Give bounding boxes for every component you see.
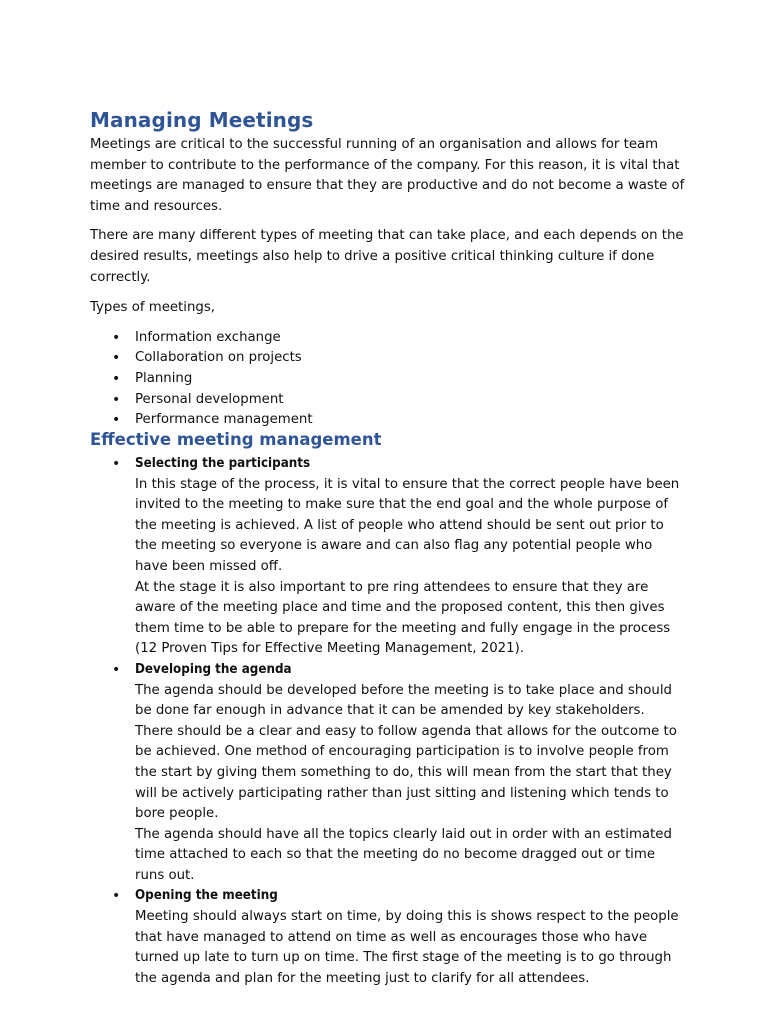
section-item-title: Developing the agenda — [135, 661, 292, 677]
bullet-icon: • — [112, 888, 121, 905]
section-item-paragraph: The agenda should have all the topics clearly laid out in order with an estimated time attached to each so that the meeting do no become dragged out or time runs out. — [135, 826, 672, 883]
bullet-icon: • — [112, 456, 121, 472]
list-item: • Information exchange — [90, 328, 690, 349]
list-item: • Planning — [90, 369, 690, 390]
bullet-icon: • — [112, 329, 121, 346]
section-item-title: Opening the meeting — [135, 888, 278, 904]
section-item-paragraph: Meeting should always start on time, by doing this is shows respect to the people that have managed to attend on time as well as encourages those who have turned up late to turn up on time. The first stage of the meeting is to go through the agenda and plan for the meeting just to clarify for all attendees. — [135, 909, 679, 986]
bullet-icon: • — [112, 412, 121, 429]
list-item: • Collaboration on projects — [90, 348, 690, 369]
meeting-management-sections — [90, 454, 690, 989]
document-page — [90, 106, 690, 986]
list-item: • Performance management — [90, 410, 690, 431]
section-heading: Effective meeting management — [90, 430, 382, 449]
section-item-paragraph: In this stage of the process, it is vital to ensure that the correct people have been invited to the meeting to make sure that the end goal and the whole purpose of the meeting is achieved. A list of people who attend should be sent out prior to the meeting so everyone is aware and can also flag any potential people who have been missed off. — [135, 476, 680, 574]
bullet-icon: • — [112, 350, 121, 367]
intro-paragraph-3: Types of meetings, — [90, 300, 215, 316]
section-item-title: Selecting the participants — [135, 456, 311, 471]
bullet-icon: • — [112, 370, 121, 387]
section-item-paragraph: The agenda should be developed before the meeting is to take place and should be done far enough in advance that it can be amended by key stakeholders. There should be a clear and easy to follow agenda that allows for the outcome to be achieved. One method of encouraging participation is to involve people from the start by giving them something to do, this will mean from the start that they will be actively participating rather than just sitting and listening which tends to bore people. — [135, 682, 677, 822]
section-item-paragraph: At the stage it is also important to pre ring attendees to ensure that they are aware of the meeting place and time and the proposed content, this then gives them time to be able to prepare for the meeting and fully engage in the process (12 Proven Tips for Effective Meeting Management, 2021). — [135, 579, 671, 657]
section-item-opening-meeting — [90, 886, 690, 989]
bullet-icon: • — [112, 661, 121, 678]
section-item-developing-agenda — [90, 660, 690, 887]
document-title: Managing Meetings — [90, 108, 314, 132]
intro-paragraph-2: There are many different types of meeting that can take place, and each depends on the desired results, meetings also help to drive a positive critical thinking culture if done correctly. — [90, 228, 684, 285]
section-item-selecting-participants — [90, 454, 690, 660]
intro-paragraph-1: Meetings are critical to the successful running of an organisation and allows for team member to contribute to the performance of the company. For this reason, it is vital that meetings are managed to ensure that they are productive and do not become a waste of time and resources. — [90, 137, 685, 214]
list-item: • Personal development — [90, 390, 690, 411]
bullet-icon: • — [112, 391, 121, 408]
meeting-types-list — [90, 328, 690, 431]
